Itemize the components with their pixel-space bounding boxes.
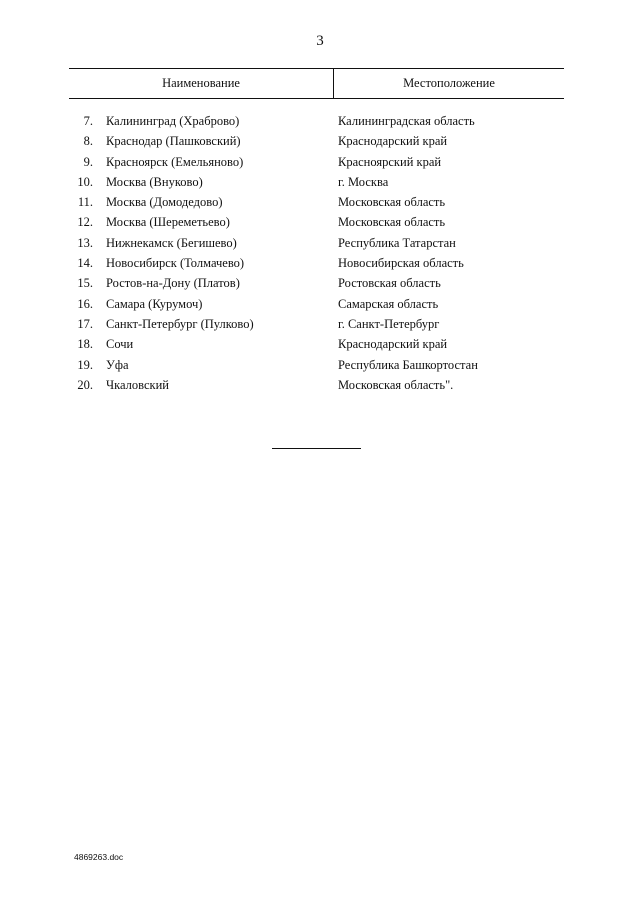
- table-row: [69, 152, 564, 172]
- row-location: г. Санкт-Петербург: [338, 316, 440, 331]
- row-name: Москва (Домодедово): [106, 195, 223, 210]
- row-location: Московская область: [338, 215, 446, 230]
- row-number: 9.: [83, 154, 93, 169]
- row-name: Новосибирск (Толмачево): [106, 256, 245, 271]
- row-name: Москва (Внуково): [106, 174, 203, 189]
- table-row: [69, 212, 564, 232]
- row-number: 16.: [77, 296, 93, 311]
- row-location: Самарская область: [338, 296, 439, 311]
- row-name: Самара (Курумоч): [106, 296, 203, 311]
- row-name: Сочи: [106, 337, 134, 352]
- row-number: 11.: [77, 195, 93, 210]
- row-name: Ростов-на-Дону (Платов): [106, 276, 240, 291]
- row-location: Краснодарский край: [338, 337, 448, 352]
- row-location: Московская область: [338, 195, 446, 210]
- row-number: 12.: [77, 215, 93, 230]
- table-row: [69, 233, 564, 253]
- page-number: 3: [316, 33, 324, 49]
- table-row: [69, 192, 564, 212]
- row-number: 14.: [77, 256, 93, 271]
- row-number: 13.: [77, 235, 93, 250]
- row-number: 17.: [77, 316, 93, 331]
- table-header: [69, 68, 564, 99]
- end-separator-line: [272, 448, 361, 449]
- row-number: 7.: [83, 114, 93, 128]
- table-row: [69, 253, 564, 273]
- row-location: Республика Башкортостан: [338, 357, 478, 372]
- table-row: [69, 314, 564, 334]
- row-number: 19.: [77, 357, 93, 372]
- row-name: Уфа: [106, 357, 129, 372]
- table-row: [69, 111, 564, 131]
- row-name: Нижнекамск (Бегишево): [106, 235, 237, 250]
- row-location: Республика Татарстан: [338, 235, 456, 250]
- table-row: [69, 334, 564, 354]
- row-location: Калининградская область: [338, 114, 475, 128]
- row-name: Краснодар (Пашковский): [106, 134, 241, 149]
- row-name: Санкт-Петербург (Пулково): [106, 316, 254, 331]
- row-name: Красноярск (Емельяново): [106, 154, 244, 169]
- header-location: Местоположение: [403, 76, 495, 90]
- row-location: Красноярский край: [338, 154, 442, 169]
- row-location: Ростовская область: [338, 276, 441, 291]
- row-number: 15.: [77, 276, 93, 291]
- row-number: 8.: [83, 134, 93, 149]
- row-name: Калининград (Храброво): [106, 114, 240, 128]
- row-name: Чкаловский: [106, 377, 169, 392]
- row-number: 18.: [77, 337, 93, 352]
- row-name: Москва (Шереметьево): [106, 215, 230, 230]
- table-row: [69, 273, 564, 293]
- table-row: [69, 375, 564, 395]
- row-location: г. Москва: [338, 174, 389, 189]
- table-row: [69, 294, 564, 314]
- header-name: Наименование: [162, 76, 240, 90]
- table-row: [69, 172, 564, 192]
- table-body: [69, 111, 564, 395]
- table-row: [69, 355, 564, 375]
- table-row: [69, 131, 564, 151]
- row-location: Московская область".: [338, 377, 454, 392]
- row-number: 10.: [77, 174, 93, 189]
- row-location: Краснодарский край: [338, 134, 448, 149]
- document-id: 4869263.doc: [74, 852, 124, 862]
- airports-table: [69, 68, 564, 392]
- row-number: 20.: [77, 377, 93, 392]
- row-location: Новосибирская область: [338, 256, 464, 271]
